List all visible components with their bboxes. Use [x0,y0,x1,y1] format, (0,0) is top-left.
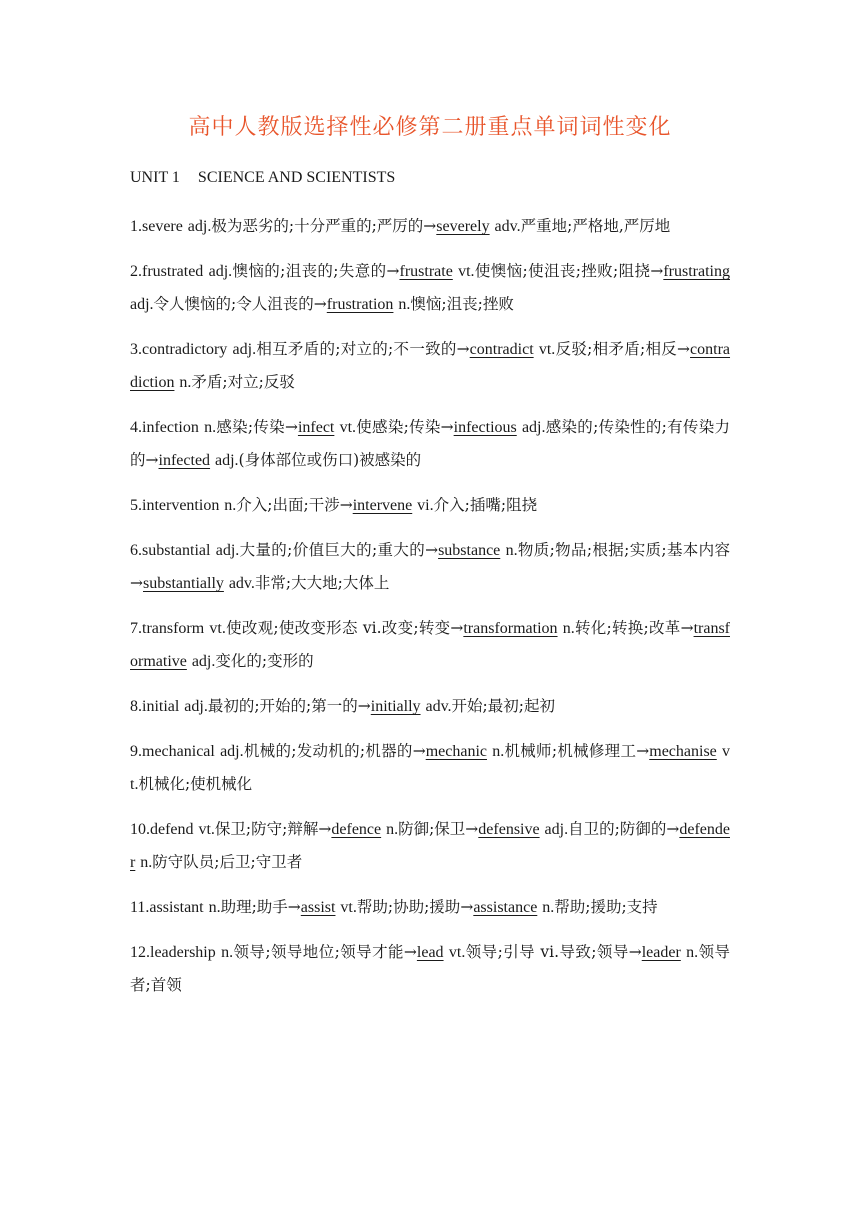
derivative-meaning: 物质;物品;根据;实质;基本内容 [517,541,730,559]
derivative-meaning: 反驳;相矛盾;相反 [555,340,678,358]
derivative-word: initially [370,698,421,715]
arrow-icon: → [425,541,439,559]
entry-meaning: 使改观;使改变形态 vi.改变;转变 [225,619,451,637]
derivative-word: mechanic [425,743,487,760]
arrow-icon: → [130,574,143,592]
derivative-word: mechanise [649,743,717,760]
derivative-word: infected [158,452,211,469]
entry-meaning: 感染;传染 [216,418,285,436]
arrow-icon: → [650,262,664,280]
vocab-entry [130,936,730,1002]
derivative-word: assist [300,899,336,916]
arrow-icon: → [423,217,437,235]
entry-number: 8. [130,698,142,715]
entry-word: contradictory [142,341,228,358]
entry-pos: adj. [184,698,208,715]
derivative-pos: adv. [228,575,255,592]
derivative-meaning: 懊恼;沮丧;挫败 [410,295,514,313]
unit-heading [130,166,395,190]
arrow-icon: → [636,742,650,760]
derivative-meaning: 使懊恼;使沮丧;挫败;阻挠 [474,262,651,280]
derivative-word: assistance [473,899,538,916]
derivative-pos: vt. [458,263,475,280]
entry-number: 9. [130,743,142,760]
derivative-pos: vt. [448,944,466,961]
derivative-pos: n. [505,542,518,559]
entry-number: 2. [130,263,142,280]
derivative-pos: vt. [339,419,357,436]
derivative-pos: n. [140,854,153,871]
entry-number: 11. [130,899,150,916]
derivative-word: substantially [143,575,224,592]
entry-meaning: 极为恶劣的;十分严重的;严厉的 [211,217,424,235]
entry-word: substantial [142,542,211,559]
entry-word: transform [142,620,205,637]
derivative-word: defence [331,821,382,838]
arrow-icon: → [318,820,332,838]
arrow-icon: → [440,418,454,436]
entry-meaning: 介入;出面;干涉 [236,496,340,514]
vocab-entry [130,891,730,924]
entry-word: defend [150,821,194,838]
document-title: 高中人教版选择性必修第二册重点单词词性变化 [188,115,672,140]
entry-meaning: 大量的;价值巨大的;重大的 [239,541,426,559]
entry-meaning: 机械的;发动机的;机器的 [243,742,413,760]
derivative-pos: adj. [544,821,569,838]
arrow-icon: → [412,742,426,760]
derivative-word: intervene [352,497,413,514]
arrow-icon: → [677,340,691,358]
vocab-entry [130,735,730,801]
unit-name: SCIENCE AND SCIENTISTS [197,169,396,186]
entry-meaning: 相互矛盾的;对立的;不一致的 [256,340,457,358]
derivative-word: frustrating [663,263,730,280]
derivative-pos: n. [686,944,699,961]
derivative-meaning: 帮助;援助;支持 [554,898,658,916]
derivative-word: infectious [453,419,517,436]
entry-meaning: 懊恼的;沮丧的;失意的 [232,262,387,280]
vocab-entry [130,489,730,522]
derivative-word: defender [130,821,730,871]
derivative-pos: vt. [340,899,357,916]
derivative-word: contradict [469,341,534,358]
derivative-word: severely [436,218,490,235]
entry-word: severe [142,218,183,235]
entry-pos: vt. [198,821,215,838]
derivative-meaning: 机械化;使机械化 [138,775,253,793]
derivative-pos: adj. [191,653,216,670]
vocabulary-list [130,210,730,1014]
vocab-entry [130,690,730,723]
vocab-entry [130,411,730,477]
entry-pos: adj. [232,341,257,358]
derivative-pos: n. [562,620,575,637]
entry-number: 7. [130,620,142,637]
derivative-meaning: 转化;转换;改革 [574,619,681,637]
vocab-entry [130,255,730,321]
derivative-meaning: 帮助;协助;援助 [356,898,461,916]
entry-word: infection [142,419,199,436]
derivative-word: substance [438,542,501,559]
derivative-word: defensive [478,821,540,838]
entry-pos: adj. [208,263,233,280]
derivative-pos: n. [386,821,399,838]
derivative-pos: n. [398,296,411,313]
derivative-meaning: 使感染;传染 [356,418,441,436]
arrow-icon: → [284,418,298,436]
arrow-icon: → [403,943,417,961]
derivative-pos: vt. [130,743,730,793]
derivative-word: frustration [326,296,394,313]
arrow-icon: → [666,820,680,838]
arrow-icon: → [456,340,470,358]
derivative-pos: n. [542,899,555,916]
derivative-pos: adj. [214,452,239,469]
derivative-pos: adj. [521,419,546,436]
entry-pos: adj. [187,218,212,235]
vocab-entry [130,612,730,678]
entry-pos: n. [224,497,237,514]
derivative-meaning: 领导者;首领 [130,943,730,994]
unit-label: UNIT 1 [130,169,180,186]
entry-pos: n. [208,899,221,916]
derivative-meaning: 矛盾;对立;反驳 [191,373,295,391]
vocab-entry [130,534,730,600]
derivative-word: frustrate [399,263,453,280]
derivative-meaning: 介入;插嘴;阻挠 [433,496,538,514]
arrow-icon: → [339,496,353,514]
derivative-word: leader [641,944,681,961]
entry-word: assistant [149,899,204,916]
arrow-icon: → [386,262,400,280]
entry-word: initial [142,698,180,715]
arrow-icon: → [313,295,327,313]
entry-number: 3. [130,341,142,358]
entry-pos: n. [204,419,217,436]
entry-pos: adj. [215,542,240,559]
derivative-pos: n. [492,743,505,760]
entry-number: 5. [130,497,142,514]
entry-pos: n. [221,944,234,961]
arrow-icon: → [465,820,479,838]
entry-number: 1. [130,218,142,235]
derivative-meaning: 领导;引导 vi.导致;领导 [465,943,629,961]
derivative-meaning: 机械师;机械修理工 [504,742,637,760]
derivative-pos: vi. [417,497,434,514]
arrow-icon: → [145,451,159,469]
derivative-meaning: 变化的;变形的 [215,652,314,670]
entry-number: 6. [130,542,142,559]
entry-meaning: 保卫;防守;辩解 [214,820,319,838]
derivative-meaning: 令人懊恼的;令人沮丧的 [153,295,314,313]
entry-meaning: 助理;助手 [220,898,288,916]
arrow-icon: → [450,619,464,637]
derivative-meaning: (身体部位或伤口)被感染的 [238,451,422,469]
arrow-icon: → [628,943,642,961]
derivative-meaning: 感染的;传染性的;有传染力的 [130,418,730,469]
derivative-word: transformation [463,620,558,637]
vocab-entry [130,813,730,879]
derivative-word: transformative [130,620,730,670]
derivative-pos: adv. [425,698,452,715]
arrow-icon: → [287,898,301,916]
derivative-meaning: 非常;大大地;大体上 [254,574,390,592]
vocab-entry [130,333,730,399]
arrow-icon: → [357,697,371,715]
derivative-word: lead [416,944,444,961]
derivative-meaning: 开始;最初;起初 [451,697,555,715]
derivative-word: contradiction [130,341,731,391]
derivative-meaning: 防守队员;后卫;守卫者 [152,853,303,871]
entry-word: intervention [142,497,220,514]
derivative-pos: adv. [494,218,521,235]
derivative-pos: n. [179,374,192,391]
entry-number: 4. [130,419,142,436]
entry-word: mechanical [142,743,215,760]
entry-word: leadership [150,944,216,961]
vocab-entry [130,210,730,243]
entry-word: frustrated [142,263,204,280]
arrow-icon: → [680,619,694,637]
derivative-meaning: 自卫的;防御的 [568,820,667,838]
entry-pos: vt. [209,620,226,637]
derivative-meaning: 防御;保卫 [398,820,466,838]
entry-number: 12. [130,944,150,961]
entry-meaning: 最初的;开始的;第一的 [207,697,358,715]
arrow-icon: → [460,898,474,916]
derivative-pos: adj. [130,296,154,313]
entry-pos: adj. [220,743,244,760]
entry-meaning: 领导;领导地位;领导才能 [233,943,404,961]
derivative-meaning: 严重地;严格地,严厉地 [520,217,671,235]
entry-number: 10. [130,821,150,838]
derivative-word: infect [297,419,335,436]
derivative-pos: vt. [538,341,556,358]
